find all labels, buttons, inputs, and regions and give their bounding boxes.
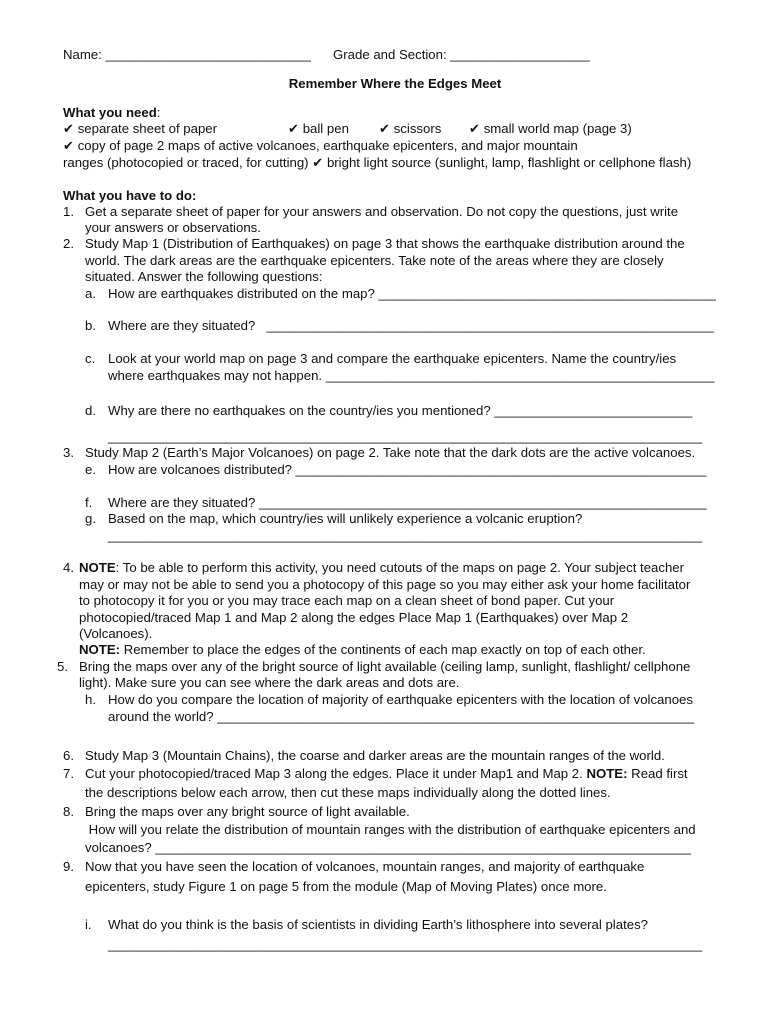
- item-1-number: 1.: [63, 204, 74, 219]
- question-i-answer-line: _________________________________________________________________________________: [108, 937, 703, 952]
- item-7-number: 7.: [63, 766, 74, 781]
- item-2-number: 2.: [63, 236, 74, 251]
- item-2-line-3: situated. Answer the following questions:: [85, 269, 323, 284]
- question-d-line-1: Why are there no earthquakes on the country/ies you mentioned? ___________________________: [108, 403, 693, 418]
- question-i-line-1: What do you think is the basis of scientists in dividing Earth’s lithosphere into several plates?: [108, 917, 648, 932]
- need-heading-colon: :: [156, 105, 161, 120]
- item-2-line-1: Study Map 1 (Distribution of Earthquakes) on page 3 that shows the earthquake distribution around the: [85, 236, 685, 251]
- question-h-line-2: around the world? _________________________________________________________________: [108, 709, 694, 724]
- question-b-letter: b.: [85, 318, 96, 333]
- todo-heading: What you have to do:: [63, 188, 197, 203]
- name-field-line: Name: ____________________________: [63, 47, 311, 62]
- item-4-line-1-text: : To be able to perform this activity, you need cutouts of the maps on page 2. Your subject teacher: [115, 560, 685, 575]
- need-item-light-source: ranges (photocopied or traced, for cutting) ✔ bright light source (sunlight, lamp, flashlight or cellphone flash): [63, 155, 692, 170]
- item-4-line-2: may or may not be able to send you a photocopy of this page so you may either ask your home facilitator: [79, 577, 691, 592]
- item-8-number: 8.: [63, 804, 74, 819]
- need-item-worldmap: ✔ small world map (page 3): [469, 121, 632, 136]
- question-i-letter: i.: [85, 917, 92, 932]
- item-4-line-4: photocopied/traced Map 1 and Map 2 along the edges Place Map 1 (Earthquakes) over Map 2: [79, 610, 629, 625]
- item-6-line-1: Study Map 3 (Mountain Chains), the coarse and darker areas are the mountain ranges of the world.: [85, 748, 665, 763]
- question-b: Where are they situated? _____________________________________________________________: [108, 318, 714, 333]
- item-1-line-2: your answers or observations.: [85, 220, 261, 235]
- question-d-answer-line: _________________________________________________________________________________: [108, 429, 703, 444]
- grade-section-field-line: Grade and Section: ___________________: [333, 47, 590, 62]
- question-h-letter: h.: [85, 692, 96, 707]
- item-3-line-1: Study Map 2 (Earth’s Major Volcanoes) on page 2. Take note that the dark dots are the active volcanoes.: [85, 445, 696, 460]
- item-7-note-label: NOTE:: [582, 766, 628, 781]
- question-d-letter: d.: [85, 403, 96, 418]
- item-4-note-label: NOTE: [79, 560, 116, 575]
- need-item-scissors: ✔ scissors: [379, 121, 442, 136]
- question-g-letter: g.: [85, 511, 96, 526]
- need-item-ballpen: ✔ ball pen: [288, 121, 349, 136]
- item-6-number: 6.: [63, 748, 74, 763]
- question-h-line-1: How do you compare the location of majority of earthquake epicenters with the location of volcanoes: [108, 692, 693, 707]
- item-1-line-1: Get a separate sheet of paper for your answers and observation. Do not copy the questions, just write: [85, 204, 679, 219]
- need-item-maps-copy: ✔ copy of page 2 maps of active volcanoes, earthquake epicenters, and major mountain: [63, 138, 578, 153]
- question-g-answer-line: _________________________________________________________________________________: [108, 528, 703, 543]
- question-g-line-1: Based on the map, which country/ies will unlikely experience a volcanic eruption?: [108, 511, 583, 526]
- item-4-line-3: to photocopy it for you or you may trace each map on a clean sheet of bond paper. Cut your: [79, 593, 615, 608]
- question-c-line-2: where earthquakes may not happen. _____________________________________________________: [108, 368, 715, 383]
- question-e-letter: e.: [85, 462, 96, 477]
- item-4-note-line: [79, 642, 646, 658]
- item-7-line-2: the descriptions below each arrow, then cut these maps individually along the dotted lines.: [85, 785, 611, 800]
- item-8-line-2: How will you relate the distribution of mountain ranges with the distribution of earthquake epicenters and: [85, 822, 696, 837]
- need-item-paper: ✔ separate sheet of paper: [63, 121, 218, 136]
- question-f: Where are they situated? _____________________________________________________________: [108, 495, 707, 510]
- item-5-number: 5.: [57, 659, 68, 674]
- question-c-letter: c.: [85, 351, 96, 366]
- question-a-letter: a.: [85, 286, 96, 301]
- need-heading-text: What you need: [63, 105, 157, 120]
- item-3-number: 3.: [63, 445, 74, 460]
- item-5-line-2: light). Make sure you can see where the dark areas and dots are.: [79, 675, 460, 690]
- item-4-line-6-text: Remember to place the edges of the continents of each map exactly on top of each other.: [120, 642, 646, 657]
- question-c-line-1: Look at your world map on page 3 and compare the earthquake epicenters. Name the country/ies: [108, 351, 677, 366]
- item-8-line-3: volcanoes? _________________________________________________________________________: [85, 840, 691, 855]
- item-4-line-1: [79, 560, 684, 576]
- item-4-note2-label: NOTE:: [79, 642, 121, 657]
- item-5-line-1: Bring the maps over any of the bright source of light available (ceiling lamp, sunlight, flashlight/ cellphone: [79, 659, 691, 674]
- need-heading: [63, 105, 160, 121]
- item-8-line-1: Bring the maps over any bright source of light available.: [85, 804, 410, 819]
- item-7-line-1-end: Read first: [627, 766, 688, 781]
- item-7-line-1: [85, 766, 688, 782]
- item-9-line-2: epicenters, study Figure 1 on page 5 from the module (Map of Moving Plates) once more.: [85, 879, 607, 894]
- item-9-number: 9.: [63, 859, 74, 874]
- page-title: Remember Where the Edges Meet: [288, 76, 502, 91]
- item-4-line-5: (Volcanoes).: [79, 626, 153, 641]
- item-9-line-1: Now that you have seen the location of volcanoes, mountain ranges, and majority of earthquake: [85, 859, 645, 874]
- question-a: How are earthquakes distributed on the map? ______________________________________________: [108, 286, 716, 301]
- item-2-line-2: world. The dark areas are the earthquake epicenters. Take note of the areas where they are closely: [85, 253, 664, 268]
- item-4-number: 4.: [63, 560, 74, 575]
- question-f-letter: f.: [85, 495, 93, 510]
- question-e: How are volcanoes distributed? ________________________________________________________: [108, 462, 707, 477]
- item-7-line-1-text: Cut your photocopied/traced Map 3 along the edges. Place it under Map1 and Map 2.: [85, 766, 583, 781]
